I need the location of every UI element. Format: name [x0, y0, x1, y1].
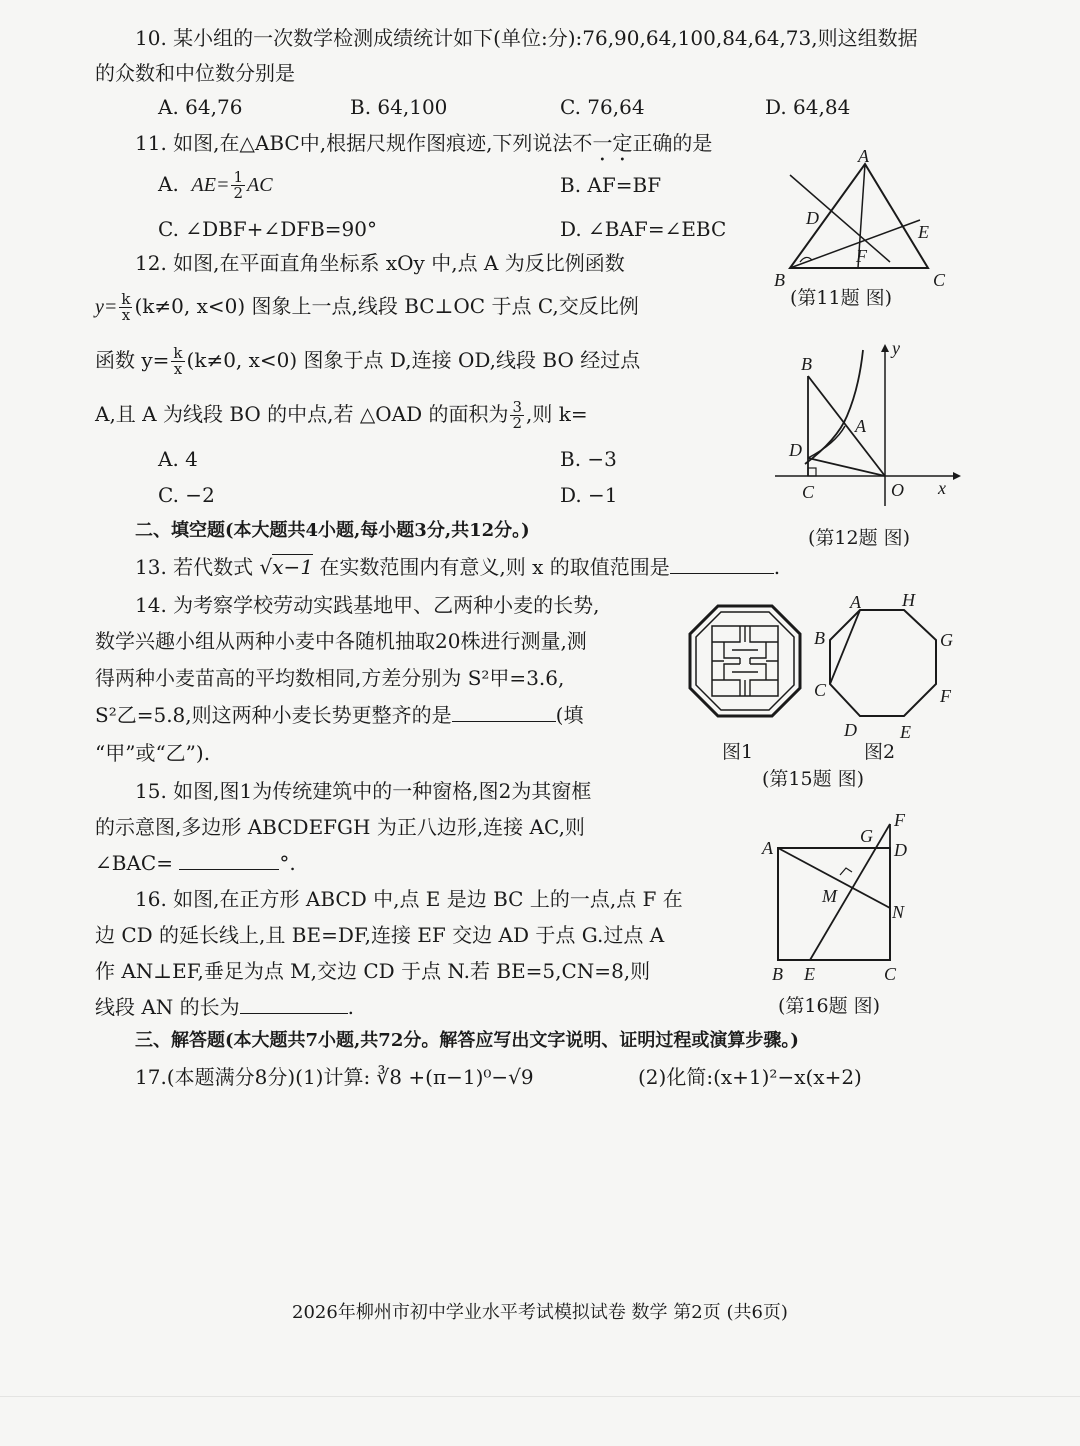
fig12-label-y: y — [892, 338, 900, 358]
q12-line3-frac-den: x — [173, 360, 183, 378]
fig11-label-f: F — [856, 246, 867, 266]
q11-stem-c: 正确的是 — [632, 131, 713, 155]
fig12-curve-outer — [805, 350, 863, 464]
q11-option-a-right: AC — [247, 174, 273, 196]
section-3-header: 三、解答题(本大题共7小题,共72分。解答应写出文字说明、证明过程或演算步骤。) — [135, 1030, 799, 1051]
q10-option-b: B. 64,100 — [350, 95, 448, 119]
fig15-label-f: F — [940, 686, 951, 706]
fig12-right-angle — [808, 468, 816, 476]
fig15-window-outer — [690, 606, 800, 716]
q10-option-d: D. 64,84 — [765, 95, 851, 119]
q15-line1: 15. 如图,图1为传统建筑中的一种窗格,图2为其窗框 — [135, 779, 592, 803]
page-footer: 2026年柳州市初中学业水平考试模拟试卷 数学 第2页 (共6页) — [292, 1302, 788, 1323]
q16-figure-caption: (第16题 图) — [778, 995, 881, 1017]
q14-answer-blank[interactable] — [452, 703, 556, 722]
q12-line3-post: (k≠0, x<0) 图象于点 D,连接 OD,线段 BO 经过点 — [186, 348, 641, 372]
fig12-label-o: O — [891, 480, 904, 500]
q15-answer-blank[interactable] — [179, 851, 279, 870]
q12-line4-post: ,则 k= — [526, 402, 588, 426]
fig16-label-n: N — [892, 902, 905, 922]
fig16-label-a: A — [762, 838, 773, 858]
fig16-right-angle-mark — [840, 868, 852, 875]
q17-part1: 17.(本题满分8分)(1)计算: ∛8 +(π−1)⁰−√9 — [135, 1065, 534, 1089]
q17-part2: (2)化简:(x+1)²−x(x+2) — [638, 1065, 862, 1089]
fig15-octagon — [830, 610, 936, 716]
q14-line2: 数学兴趣小组从两种小麦中各随机抽取20株进行测量,测 — [95, 629, 587, 653]
fig12-y-arrow — [881, 344, 889, 352]
q15-line3-post: °. — [279, 851, 296, 875]
q13-radicand: x−1 — [272, 555, 314, 579]
q13-post: 在实数范围内有意义,则 x 的取值范围是 — [313, 555, 670, 579]
q10-option-a: A. 64,76 — [158, 95, 243, 119]
q14-line4 — [95, 702, 583, 728]
q16-line4-post: . — [347, 995, 355, 1019]
fig16-label-d: D — [894, 840, 907, 860]
fig15-label-c: C — [814, 680, 827, 700]
q14-line5: “甲”或“乙”). — [95, 741, 211, 765]
q13 — [135, 554, 780, 580]
fig15-label-b: B — [814, 628, 825, 648]
q12-line2-post: (k≠0, x<0) 图象上一点,线段 BC⊥OC 于点 C,交反比例 — [134, 294, 639, 318]
fig11-label-a: A — [858, 146, 869, 166]
bottom-divider — [0, 1396, 1080, 1397]
figure-11 — [770, 146, 960, 290]
q16-line1: 16. 如图,在正方形 ABCD 中,点 E 是边 BC 上的一点,点 F 在 — [135, 887, 683, 911]
fig15-label-h: H — [902, 590, 915, 610]
q11-option-a-fraction — [231, 170, 245, 201]
q11-stem — [135, 130, 712, 166]
fig11-label-c: C — [933, 270, 946, 290]
q16-line4 — [95, 994, 354, 1020]
q15-line3-pre: ∠BAC= — [95, 851, 173, 875]
figure-16 — [760, 810, 920, 990]
fig12-label-a: A — [855, 416, 866, 436]
fig16-label-c: C — [884, 964, 897, 984]
q11-stem-emphasis: 一定 — [592, 131, 633, 155]
q12-option-c: C. −2 — [158, 483, 215, 507]
fig11-label-e: E — [918, 222, 929, 242]
q11-option-a-left: AE= — [191, 174, 230, 196]
q11-option-a — [158, 170, 273, 201]
q11-figure-caption: (第11题 图) — [790, 287, 893, 309]
q10-option-c: C. 76,64 — [560, 95, 645, 119]
q13-answer-blank[interactable] — [670, 555, 774, 574]
fig12-label-d: D — [789, 440, 802, 460]
q14-line4-post: (填 — [555, 703, 584, 727]
q12-figure-caption: (第12题 图) — [808, 527, 911, 549]
fig15-lattice-pattern — [712, 626, 778, 696]
q16-line2: 边 CD 的延长线上,且 BE=DF,连接 EF 交边 AD 于点 G.过点 A — [95, 923, 665, 947]
q15-line3 — [95, 850, 296, 876]
fig15-label-a: A — [850, 592, 861, 612]
fig16-label-m: M — [822, 886, 837, 906]
q12-option-d: D. −1 — [560, 483, 618, 507]
q12-line2-fraction — [119, 292, 132, 323]
fig11-label-d: D — [806, 208, 819, 228]
q15-figure-2-label: 图2 — [864, 741, 896, 763]
q12-line3-pre: 函数 y= — [95, 348, 170, 372]
q16-line3: 作 AN⊥EF,垂足为点 M,交边 CD 于点 N.若 BE=5,CN=8,则 — [95, 959, 651, 983]
fig15-label-d: D — [844, 720, 857, 740]
q11-frac-den: 2 — [233, 184, 244, 202]
q10-stem-line1: 10. 某小组的一次数学检测成绩统计如下(单位:分):76,90,64,100,84,64,73,则这组数据 — [135, 26, 918, 50]
fig12-label-b: B — [801, 354, 812, 374]
figure-15 — [690, 590, 960, 748]
q12-line2-frac-den: x — [121, 306, 131, 324]
q13-end: . — [773, 555, 781, 579]
fig16-label-b: B — [772, 964, 783, 984]
q15-figure-1-label: 图1 — [722, 741, 754, 763]
q11-option-d: D. ∠BAF=∠EBC — [560, 217, 727, 241]
figure-12 — [775, 340, 965, 510]
q16-line4-pre: 线段 AN 的长为 — [95, 995, 240, 1019]
q14-line1: 14. 为考察学校劳动实践基地甲、乙两种小麦的长势, — [135, 593, 600, 617]
fig16-label-e: E — [804, 964, 815, 984]
q12-line1: 12. 如图,在平面直角坐标系 xOy 中,点 A 为反比例函数 — [135, 251, 625, 275]
q11-frac-num: 1 — [233, 168, 244, 186]
q14-line4-pre: S²乙=5.8,则这两种小麦长势更整齐的是 — [95, 703, 452, 727]
q12-area-fraction — [510, 400, 524, 431]
fig12-label-x: x — [938, 478, 946, 498]
q15-line2: 的示意图,多边形 ABCDEFGH 为正八边形,连接 AC,则 — [95, 815, 585, 839]
q12-line3-frac-num: k — [173, 344, 183, 362]
fig12-label-c: C — [802, 482, 815, 502]
fig11-label-b: B — [774, 270, 785, 290]
q12-area-num: 3 — [512, 398, 523, 416]
q15-figure-caption: (第15题 图) — [762, 768, 865, 790]
fig15-label-e: E — [900, 722, 911, 742]
q14-line3: 得两种小麦苗高的平均数相同,方差分别为 S²甲=3.6, — [95, 666, 565, 690]
section-2-header: 二、填空题(本大题共4小题,每小题3分,共12分。) — [135, 520, 530, 541]
q11-option-c: C. ∠DBF+∠DFB=90° — [158, 217, 378, 241]
q12-line2-frac-num: k — [121, 290, 131, 308]
q16-answer-blank[interactable] — [240, 995, 348, 1014]
q13-pre: 13. 若代数式 — [135, 555, 260, 579]
q12-option-a: A. 4 — [158, 447, 198, 471]
q12-option-b: B. −3 — [560, 447, 617, 471]
fig12-x-arrow — [953, 472, 961, 480]
q12-line4 — [95, 400, 588, 431]
q11-stem-a: 11. 如图,在△ABC中,根据尺规作图痕迹,下列说法不 — [135, 131, 593, 155]
q11-option-a-label: A. — [158, 172, 179, 196]
fig15-label-g: G — [940, 630, 953, 650]
fig16-label-g: G — [860, 826, 873, 846]
q12-line2-pre: y= — [95, 296, 118, 318]
q12-line3-fraction — [171, 346, 184, 377]
q12-line4-pre: A,且 A 为线段 BO 的中点,若 △OAD 的面积为 — [95, 402, 509, 426]
fig15-segment-ac — [830, 610, 860, 684]
q11-option-b: B. AF=BF — [560, 173, 662, 197]
q12-area-den: 2 — [512, 414, 523, 432]
q12-line2 — [95, 292, 639, 323]
fig16-label-f: F — [894, 810, 905, 830]
q13-sqrt: √x−1 — [259, 555, 314, 579]
q10-stem-line2: 的众数和中位数分别是 — [95, 61, 295, 85]
q12-line3 — [95, 346, 640, 377]
